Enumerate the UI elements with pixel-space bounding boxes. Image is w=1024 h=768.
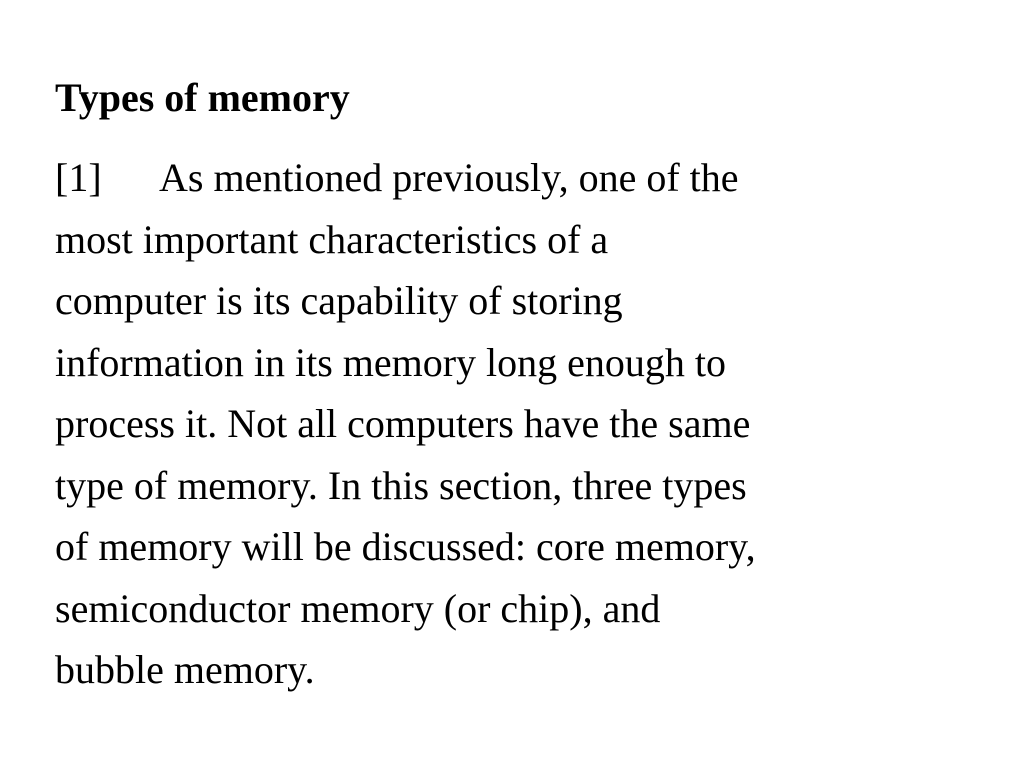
paragraph-line	[55, 147, 964, 209]
paragraph-line: type of memory. In this section, three types	[55, 462, 747, 508]
paragraph-line: bubble memory.	[55, 647, 315, 692]
paragraph-number: [1]	[55, 155, 102, 200]
paragraph-line: of memory will be discussed: core memory,	[55, 524, 756, 569]
paragraph-line: information in its memory long enough to	[55, 339, 727, 385]
paragraph-line: semiconductor memory (or chip), and	[55, 585, 661, 631]
section-heading: Types of memory	[55, 75, 350, 120]
paragraph-line: process it. Not all computers have the same	[55, 401, 751, 446]
paragraph-line-text: As mentioned previously, one of the	[159, 155, 739, 200]
paragraph-line: computer is its capability of storing	[55, 278, 623, 323]
paragraph-1	[55, 147, 964, 701]
paragraph-line: most important characteristics of a	[55, 216, 609, 262]
